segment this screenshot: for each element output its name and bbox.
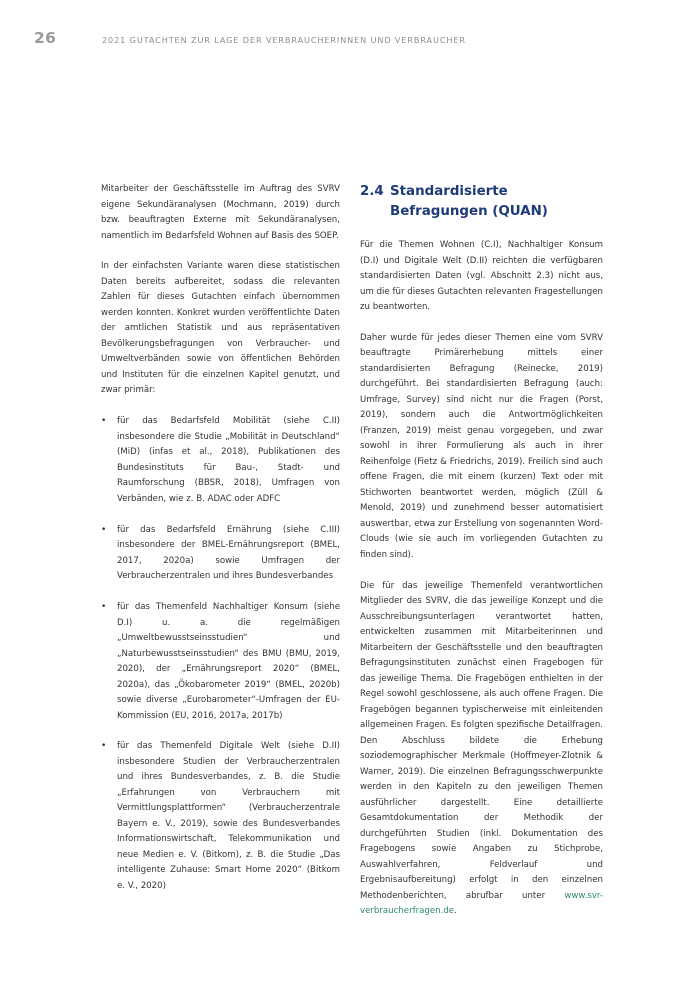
paragraph	[360, 579, 603, 920]
paragraph: In der einfachsten Variante waren diese statistischen Daten bereits aufbereitet, sodass die relevanten Zahlen für dieses Gutachten einfach übernommen werden konnten. Konkret wurden veröffentlichte Daten der amtlichen Statistik und aus repräsentativen Bevölkerungsbefragungen von Verbraucher- und Umweltverbänden sowie von öffentlichen Behörden und Instituten für die einzelnen Kapitel genutzt, und zwar primär:	[101, 261, 340, 396]
list-item	[101, 600, 340, 724]
page-number: 26	[34, 29, 57, 47]
bullet-icon: •	[101, 416, 107, 427]
list-item-text: für das Bedarfsfeld Mobilität (siehe C.II) insbesondere die Studie „Mobilität in Deutschland“ (MiD) (infas et al., 2018), Publikationen des Bundesinstituts für Bau-, Stadt- und Raumforschung (BBSR, 2018), Umfragen von Verbänden, wie z. B. ADAC oder ADFC	[117, 416, 340, 504]
paragraph: Mitarbeiter der Geschäftsstelle im Auftrag des SVRV eigene Sekundäranalysen (Mochmann, 2019) durch bzw. beauftragten Externe mit Sekundäranalysen, namentlich im Bedarfsfeld Wohnen auf Basis des SOEP.	[101, 184, 340, 241]
website-link[interactable]: www.svr-verbraucherfragen.de	[360, 890, 603, 917]
bullet-icon: •	[101, 524, 107, 535]
bullet-icon: •	[101, 741, 107, 752]
link-suffix: .	[454, 906, 457, 917]
left-column	[101, 182, 340, 910]
paragraph: Für die Themen Wohnen (C.I), Nachhaltiger Konsum (D.I) und Digitale Welt (D.II) reichten die verfügbaren standardisierten Daten (vgl. Abschnitt 2.3) nicht aus, um die für dieses Gutachten relevanten Fragestellungen zu beantworten.	[360, 240, 603, 312]
bullet-list	[101, 414, 340, 894]
list-item	[101, 523, 340, 585]
bullet-icon: •	[101, 602, 107, 613]
section-number: 2.4	[360, 184, 384, 199]
section-title: Standardisierte Befragungen (QUAN)	[390, 184, 548, 219]
list-item-text: für das Bedarfsfeld Ernährung (siehe C.III) insbesondere der BMEL-Ernährungsreport (BMEL, 2017, 2020a) sowie Umfragen der Verbraucherzentralen und ihres Bundesverbandes	[117, 524, 340, 582]
paragraph: Daher wurde für jedes dieser Themen eine vom SVRV beauftragte Primärerhebung mittels einer standardisierten Befragung (Reinecke, 2019) durchgeführt. Bei standardisierten Befragung (auch: Umfrage, Survey) sind nicht nur die Fragen (Porst, 2019), sondern auch die Antwortmöglichkeiten (Franzen, 2019) meist genau vorgegeben, und zwar sowohl in ihrer Formulierung als auch in ihrer Reihenfolge (Fietz & Friedrichs, 2019). Freilich sind auch offene Fragen, die mit einem (kurzen) Text oder mit Stichworten beantwortet werden, möglich (Züll & Menold, 2019) und zunehmend besser automatisiert auswertbar, etwa zur Erstellung von sogenannten Word-Clouds (wie sie auch im vorliegenden Gutachten zu finden sind).	[360, 332, 603, 560]
list-item	[101, 739, 340, 894]
list-item-text: für das Themenfeld Digitale Welt (siehe D.II) insbesondere Studien der Verbraucherzentralen und ihres Bundesverbandes, z. B. die Studie „Erfahrungen von Verbrauchern mit Vermittlungsplattformen“ (Verbraucherzentrale Bayern e. V., 2019), sowie des Bundesverbandes Informationswirtschaft, Telekommunikation und neue Medien e. V. (Bitkom), z. B. die Studie „Das intelligente Zuhause: Smart Home 2020“ (Bitkom e. V., 2020)	[117, 741, 340, 891]
running-header: 2021 GUTACHTEN ZUR LAGE DER VERBRAUCHERINNEN UND VERBRAUCHER	[102, 35, 466, 45]
right-column	[360, 182, 603, 920]
list-item-text: für das Themenfeld Nachhaltiger Konsum (siehe D.I) u. a. die regelmäßigen „Umweltbewusstseinsstudien“ und „Naturbewusstseinsstudien“ des BMU (BMU, 2019, 2020), der „Ernährungsreport 2020“ (BMEL, 2020a), das „Ökobarometer 2019“ (BMEL, 2020b) sowie diverse „Eurobarometer“-Umfragen der EU-Kommission (EU, 2016, 2017a, 2017b)	[117, 602, 340, 721]
list-item	[101, 414, 340, 507]
section-heading	[360, 182, 603, 222]
paragraph-text: Die für das jeweilige Themenfeld verantwortlichen Mitglieder des SVRV, die das jeweilige Konzept und die Ausschreibungsunterlagen verantwortet hatten, entwickelten zusammen mit Mitarbeiterinnen und Mitarbeitern der Geschäftsstelle und den beauftragten Befragungsinstituten zunächst einen Fragebogen für das jeweilige Thema. Die Fragebögen enthielten in der Regel sowohl geschlossene, als auch offene Fragen. Die Fragebögen begannen typischerweise mit einleitenden allgemeinen Fragen. Es folgten spezifische Detailfragen. Den Abschluss bildete die Erhebung soziodemographischer Merkmale (Hoffmeyer-Zlotnik & Warner, 2019). Die einzelnen Befragungsschwerpunkte werden in den Kapiteln zu den jeweiligen Themen ausführlicher dargestellt. Eine detaillierte Gesamtdokumentation der Methodik der durchgeführten Studien (inkl. Dokumentation des Fragebogens sowie Angaben zu Stichprobe, Auswahlverfahren, Feldverlauf und Ergebnisaufbereitung) erfolgt in den einzelnen Methodenberichten, abrufbar unter	[360, 580, 603, 901]
